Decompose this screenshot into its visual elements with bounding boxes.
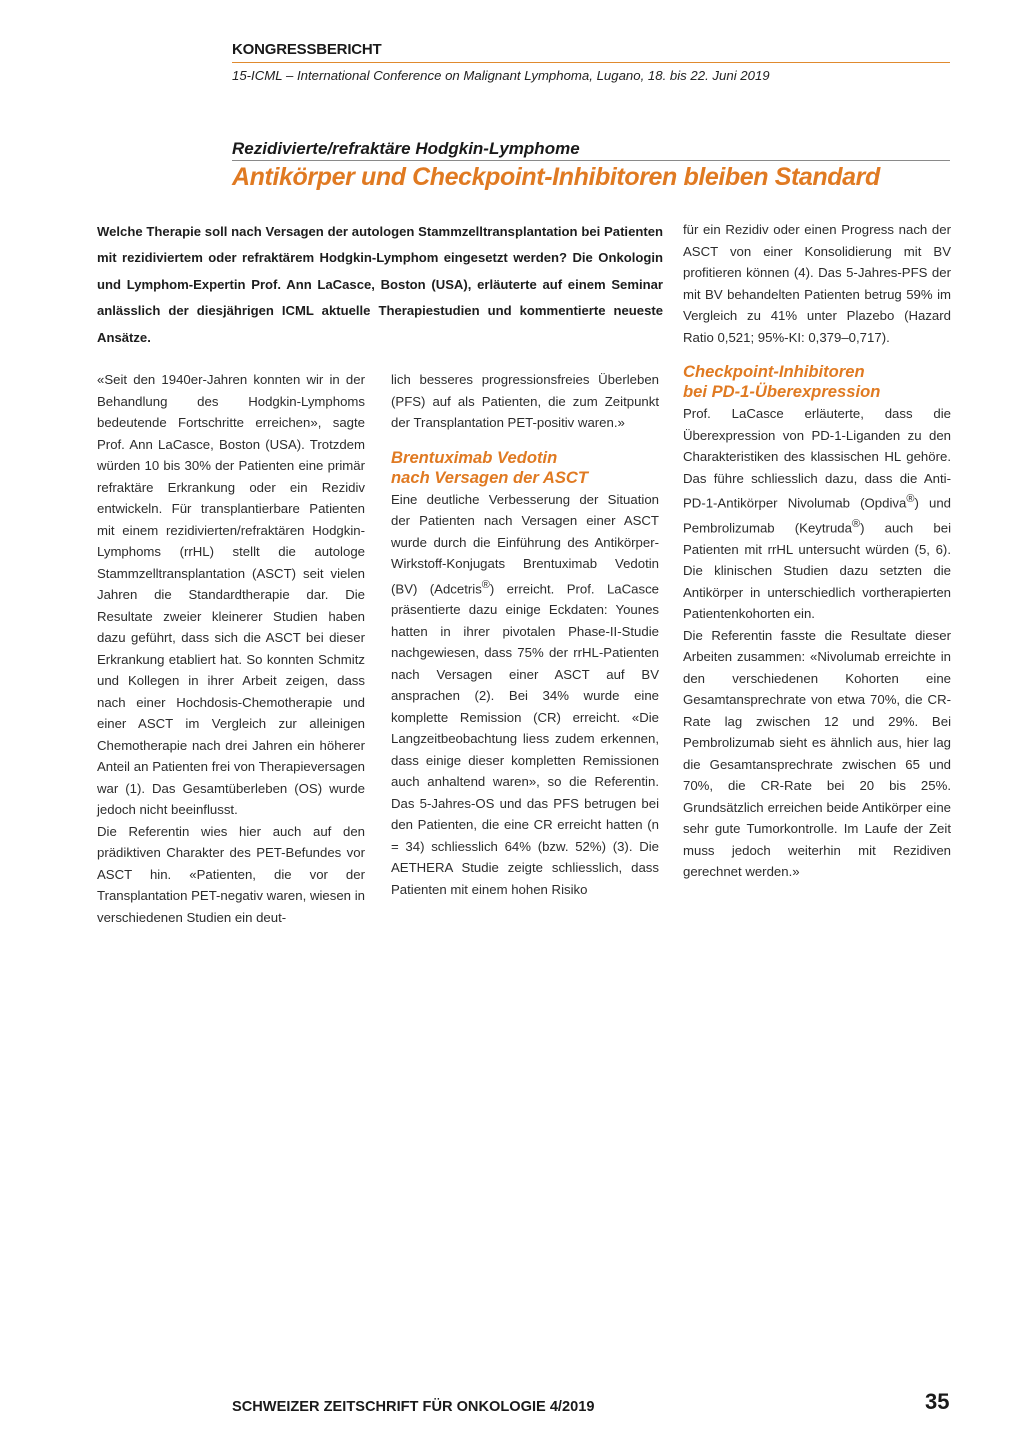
section-heading-line: Checkpoint-Inhibitoren [683,362,865,381]
text-column-1 [97,369,365,928]
article-kicker: Rezidivierte/refraktäre Hodgkin-Lymphome [232,139,580,158]
article-lead: Welche Therapie soll nach Versagen der autologen Stammzelltransplantation bei Patienten mit rezidiviertem oder refraktärem Hodgkin-Lymphom eingesetzt werden? Die Onkologin und Lymphom-Expertin Prof. Ann LaCasce, Boston (USA), erläuterte auf einem Seminar anlässlich der diesjährigen ICML aktuelle Therapiestudien und kommentierte neueste Ansätze. [97,224,663,345]
header-divider [232,62,950,63]
paragraph-text: Prof. LaCasce erläuterte, dass die Überexpression von PD-1-Liganden zu den Charakteristiken des klassischen HL gehöre. Das führe schliesslich dazu, dass die Anti-PD-1-Antikörper Nivolumab (Opdiva [683,406,951,511]
text-column-2 [391,369,659,900]
section-heading-line: Brentuximab Vedotin [391,447,558,467]
section-heading-line: nach Versagen der ASCT [391,467,589,487]
title-divider [232,160,950,161]
paragraph: Die Referentin fasste die Resultate dieser Arbeiten zusammen: «Nivolumab erreichte in den verschiedenen Kohorten eine Gesamtansprechrate von etwa 70%, die CR-Rate lag zwischen 12 und 29%. Bei Pembrolizumab sieht es ähnlich aus, hier lag die Gesamtansprechrate zwischen 65 und 70%, die CR-Rate bei 20 bis 25%. Grundsätzlich erreichen beide Antikörper eine sehr gute Tumorkontrolle. Im Laufe der Zeit muss jedoch weiterhin mit Rezidiven gerechnet werden.» [683,627,951,880]
paragraph-text: Eine deutliche Verbesserung der Situation der Patienten nach Versagen einer ASCT wurde durch die Einführung des Antikörper-Wirkstoff-Konjugats Brentuximab Vedotin (BV) (Adcetris [391,491,659,596]
paragraph-text: ) auch bei Patienten mit rrHL untersucht würden (5, 6). Die klinischen Studien dazu setzten die Antikörper in unterschiedlich vortherapierten Patientenkohorten ein. [683,520,951,622]
paragraph: «Seit den 1940er-Jahren konnten wir in der Behandlung des Hodgkin-Lymphoms bedeutende Fortschritte erreichen», sagte Prof. Ann LaCasce, Boston (USA). Trotzdem würden 10 bis 30% der Patienten eine primär refraktäre Erkrankung oder ein Rezidiv entwickeln. Für transplantierbare Patienten mit einem rezidivierten/refraktären Hodgkin-Lymphoms (rrHL) stellt die autologe Stammzelltransplantation (ASCT) seit vielen Jahren die Standardtherapie dar. Die Resultate zweier kleinerer Studien haben dazu geführt, dass sich die ASCT bei dieser Erkrankung etabliert hat. So konnten Schmitz und Kollegen in ihrer Arbeit zeigen, dass nach einer Hochdosis-Chemotherapie und einer ASCT im Vergleich zur alleinigen Chemotherapie nach drei Jahren ein höherer Anteil an Patienten frei von Therapieversagen war (1). Das Gesamtüberleben (OS) wurde jedoch nicht beeinflusst. [97,372,365,817]
paragraph-text: ) und Pembrolizumab (Keytruda [683,495,952,536]
paragraph-text: ) erreicht. Prof. LaCasce präsentierte dazu einige Eckdaten: Younes hatten in ihrer pivotalen Phase-II-Studie nachgewiesen, dass 75% der rrHL-Patienten nach Versagen einer ASCT auf BV ansprachen (2). Bei 34% wurde eine komplette Remission (CR) erreicht. «Die Langzeitbeobachtung liess zudem erkennen, dass einige dieser kompletten Remissionen auch anhaltend waren», so die Referentin. Das 5-Jahres-OS und das PFS betrugen bei den Patienten, die eine CR erreicht hatten (n = 34) schliesslich 64% (bzw. 52%) (3). Die AETHERA Studie zeigte schliesslich, dass Patienten mit einem hohen Risiko [391,580,659,897]
page-number: 35 [925,1389,950,1414]
journal-name: SCHWEIZER ZEITSCHRIFT FÜR ONKOLOGIE 4/2019 [232,1399,595,1415]
registered-mark: ® [851,517,861,530]
article-title: Antikörper und Checkpoint-Inhibitoren bleiben Standard [232,163,880,191]
text-column-3 [683,219,951,883]
section-heading-checkpoint [683,362,951,402]
section-label: KONGRESSBERICHT [232,41,382,58]
paragraph: lich besseres progressionsfreies Überleben (PFS) auf als Patienten, die zum Zeitpunkt der Transplantation PET-positiv waren.» [391,372,659,430]
conference-subtitle: 15-ICML – International Conference on Malignant Lymphoma, Lugano, 18. bis 22. Juni 2019 [232,68,770,83]
paragraph [391,489,659,901]
paragraph: Die Referentin wies hier auch auf den prädiktiven Charakter des PET-Befundes vor ASCT hin. «Patienten, die vor der Transplantation PET-negativ waren, wiesen in verschiedenen Studien ein deut- [97,823,365,925]
registered-mark: ® [906,493,915,505]
section-heading-line: bei PD-1-Überexpression [683,382,881,401]
registered-mark: ® [481,578,490,591]
section-heading-brentuximab [391,448,659,488]
paragraph [683,403,951,625]
paragraph: für ein Rezidiv oder einen Progress nach der ASCT von einer Konsolidierung mit BV profitieren können (4). Das 5-Jahres-PFS der mit BV behandelten Patienten betrug 59% im Vergleich zu 41% unter Plazebo (Hazard Ratio 0,521; 95%-KI: 0,379–0,717). [683,222,951,345]
